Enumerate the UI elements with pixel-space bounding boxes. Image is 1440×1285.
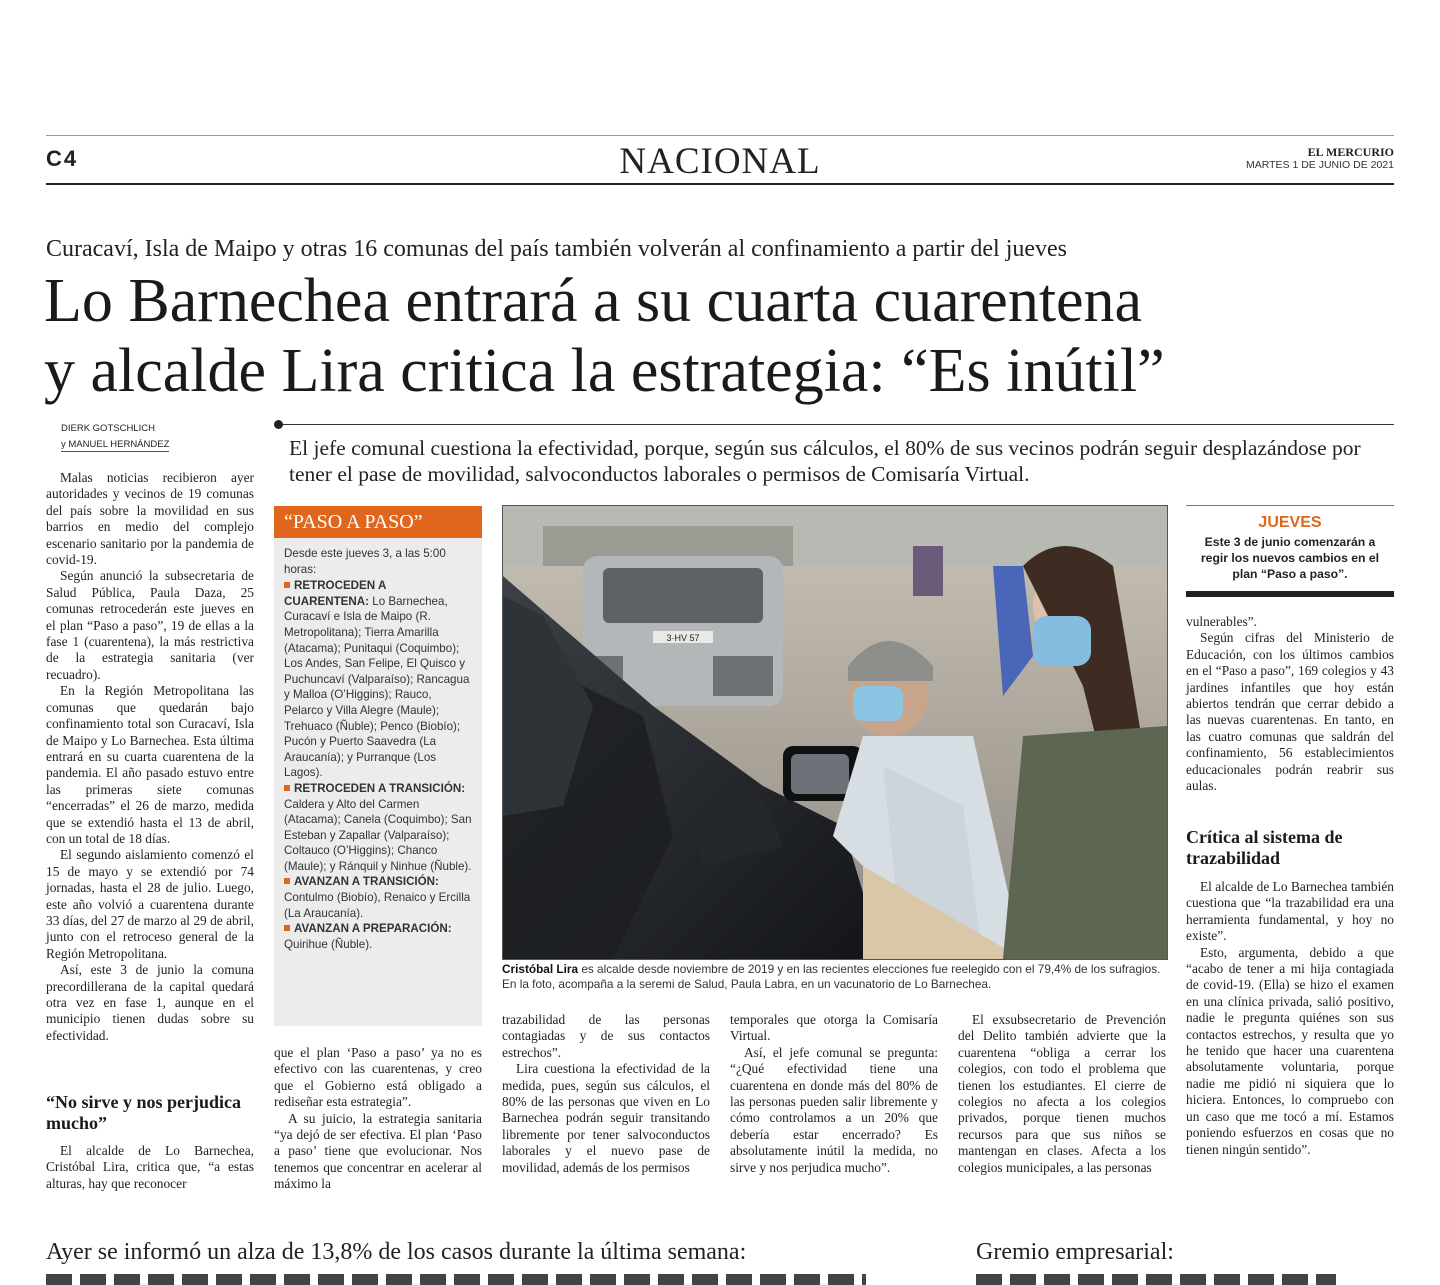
issue-date: MARTES 1 DE JUNIO DE 2021	[1245, 159, 1394, 171]
thursday-bottom-bar	[1186, 591, 1394, 597]
col1-subhead: “No sirve y nos perjudica mucho”	[46, 1092, 241, 1133]
paso-a-paso-body	[274, 538, 482, 952]
photo-illustration	[503, 506, 1167, 959]
lead-rule	[274, 424, 1394, 425]
thursday-top-rule	[1186, 505, 1394, 506]
headline-line-1: Lo Barnechea entrará a su cuarta cuarentena	[44, 267, 1143, 335]
column-3	[502, 1012, 710, 1176]
column-6	[1186, 614, 1394, 794]
col1-paragraph: En la Región Metropolitana las comunas que quedarán bajo confinamiento total son Curacaví, Isla de Maipo y Lo Barnechea. Esta última entrará en su cuarta cuarentena de la pandemia. El año pasado estuvo entre las primeras siete comunas “encerradas” el 26 de marzo, medida que se extendió hasta el 13 de abril, con un total de 18 días.	[46, 683, 254, 846]
top-thin-rule	[46, 135, 1394, 136]
col1-paragraph: Malas noticias recibieron ayer autoridades y vecinos de 19 comunas del país sobre la movilidad en sus barrios en medio del complejo escenario sanitario por la pandemia de covid-19.	[46, 470, 254, 568]
col1-paragraph: Según anunció la subsecretaria de Salud Pública, Paula Daza, 25 comunas retrocederán este jueves en el plan “Paso a paso”, 19 de ellas a la fase 1 (cuarentena), la más restrictiva de la estrategia sanitaria (ver recuadro).	[46, 568, 254, 682]
col2-paragraph: A su juicio, la estrategia sanitaria “ya dejó de ser efectiva. El plan ‘Paso a paso’ tiene que evolucionar. Nos tenemos que concentrar en acelerar al máximo la	[274, 1110, 482, 1192]
col4-paragraph: temporales que otorga la Comisaría Virtual.	[730, 1012, 938, 1044]
headline-line-2: y alcalde Lira critica la estrategia: “Es inútil”	[44, 337, 1165, 405]
masthead: EL MERCURIO	[1307, 145, 1394, 159]
col5-paragraph: El exsubsecretario de Prevención del Delito también advierte que la cuarentena “obliga a cerrar los colegios, con todo el problema que tienen los estudiantes. El cierre de colegios no afecta a los colegios privados, porque tienen muchos recursos para que sus niños se mantengan en clases. Afecta a los colegios municipales, a las personas	[958, 1012, 1166, 1175]
license-plate: 3·HV 57	[666, 633, 700, 643]
column-1	[46, 470, 254, 1044]
byline-1: DIERK GOTSCHLICH	[61, 423, 155, 434]
orange-bullet	[284, 785, 290, 791]
sidebar-group-label: AVANZAN A TRANSICIÓN:	[294, 875, 439, 889]
lead-dot	[274, 420, 283, 429]
col6-paragraph: vulnerables”.	[1186, 614, 1258, 629]
bottom-left-kicker: Ayer se informó un alza de 13,8% de los casos durante la última semana:	[46, 1239, 747, 1265]
bottom-right-headline-cut	[976, 1274, 1336, 1285]
sidebar-group-label: RETROCEDEN A CUARENTENA:	[284, 579, 386, 608]
sidebar-group	[284, 874, 472, 921]
column-2	[274, 1045, 482, 1193]
photo-caption	[502, 962, 1167, 993]
paso-a-paso-box	[274, 506, 482, 1026]
bottom-left-headline-cut	[46, 1274, 866, 1285]
thursday-title: JUEVES	[1258, 514, 1322, 531]
header-rule	[46, 183, 1394, 185]
kicker: Curacaví, Isla de Maipo y otras 16 comunas del país también volverán al confinamiento a partir del jueves	[46, 236, 1068, 262]
caption-text: es alcalde desde noviembre de 2019 y en las recientes elecciones fue reelegido con el 79,4% de los sufragios. En la foto, acompaña a la seremi de Salud, Paula Labra, en un vacunatorio de Lo Barnechea.	[502, 962, 1161, 992]
col1-end	[46, 1143, 254, 1192]
col6b-paragraph: Esto, argumenta, debido a que “acabo de tener a mi hija contagiada de covid-19. (Ella) se hizo el examen en una clínica privada, salió positivo, nadie le pregunta quiénes son sus contactos estrechos, y resulta que yo he tenido que hacer una cuarentena absolutamente voluntaria, porque nadie me pidió ni siquiera que lo hiciera. Entonces, lo compruebo con un caso que me tocó a mí. Estamos poniendo esfuerzos en cosas que no tienen ningún sentido”.	[1186, 944, 1394, 1157]
col6-paragraph: Según cifras del Ministerio de Educación, con los últimos cambios en el “Paso a paso”, 169 colegios y 43 jardines infantiles que hoy están abiertos tendrán que cerrar debido a las nuevas cuarentenas. En tanto, en las cuatro comunas que saldrán del confinamiento, 56 establecimientos educacionales podrán reabrir sus aulas.	[1186, 630, 1394, 794]
column-6b	[1186, 879, 1394, 1158]
col1-paragraph: Así, este 3 de junio la comuna precordillerana de la capital quedará otra vez en fase 1, aunque en el municipio tienen dudas sobre su efectividad.	[46, 962, 254, 1043]
orange-bullet	[284, 925, 290, 931]
sidebar-group-text: Lo Barnechea, Curacaví e Isla de Maipo (R. Metropolitana); Tierra Amarilla (Atacama); Punitaqui (Coquimbo); Los Andes, San Felipe, El Quisco y Puchuncaví (Valparaíso); Rancagua y Malloa (O’Higgins); Rauco, Pelarco y Villa Alegre (Maule); Trehuaco (Ñuble); Penco (Biobío); Pucón y Puerto Saavedra (La Araucanía); y Purranque (Los Lagos).	[284, 594, 470, 780]
paso-a-paso-title: “PASO A PASO”	[274, 506, 482, 538]
sidebar-group	[284, 781, 472, 875]
column-5	[958, 1012, 1166, 1176]
sidebar-group	[284, 578, 472, 781]
article-photo	[502, 505, 1168, 960]
page-number: C4	[46, 146, 79, 171]
col2-paragraph: que el plan ‘Paso a paso’ ya no es efectivo con las cuarentenas, y creo que el Gobierno está obligado a rediseñar esta estrategia”.	[274, 1045, 482, 1110]
sidebar-group-text: Contulmo (Biobío), Renaico y Ercilla (La Araucanía).	[284, 891, 471, 920]
section-title: NACIONAL	[619, 141, 821, 182]
byline-2: y MANUEL HERNÁNDEZ	[61, 439, 170, 450]
sidebar-group-text: Caldera y Alto del Carmen (Atacama); Canela (Coquimbo); San Esteban y Zapallar (Valparaíso); Coltauco (O’Higgins); Chanco (Maule); y Ránquil y Ninhue (Ñuble).	[284, 797, 472, 873]
col3-paragraph: trazabilidad de las personas contagiadas y de sus contactos estrechos”.	[502, 1012, 710, 1060]
column-4	[730, 1012, 938, 1176]
lead-paragraph: El jefe comunal cuestiona la efectividad, porque, según sus cálculos, el 80% de sus vecinos podrán seguir desplazándose por tener el pase de movilidad, salvoconductos laborales o permisos de Comisaría Virtual.	[289, 436, 1361, 486]
col1-end-paragraph: El alcalde de Lo Barnechea, Cristóbal Lira, critica que, “a estas alturas, hay que reconocer	[46, 1143, 254, 1191]
col6b-paragraph: El alcalde de Lo Barnechea también cuestiona que “la trazabilidad era una herramienta fundamental, y hoy no existe”.	[1186, 879, 1394, 944]
col1-paragraph: El segundo aislamiento comenzó el 15 de mayo y se extendió por 74 jornadas, hasta el 28 de julio. Luego, este año volvió a cuarentena durante 33 días, del 27 de marzo al 29 de abril, junto con el retroceso general de la Región Metropolitana.	[46, 847, 254, 961]
caption-name: Cristóbal Lira	[502, 962, 579, 976]
sidebar-group-label: AVANZAN A PREPARACIÓN:	[294, 922, 452, 936]
thursday-text: Este 3 de junio comenzarán a regir los nuevos cambios en el plan “Paso a paso”.	[1200, 535, 1380, 581]
sidebar-group-label: RETROCEDEN A TRANSICIÓN:	[294, 781, 466, 795]
orange-bullet	[284, 582, 290, 588]
orange-bullet	[284, 878, 290, 884]
col4-paragraph: Así, el jefe comunal se pregunta: “¿Qué efectividad tiene una cuarentena en donde más del 80% de las personas pueden salir libremente y cómo controlamos a un 20% que debería estar encerrado? Es absolutamente inútil la medida, no sirve y nos perjudica mucho”.	[730, 1044, 938, 1175]
sidebar-group-text: Quirihue (Ñuble).	[284, 937, 373, 951]
col3-paragraph: Lira cuestiona la efectividad de la medida, pues, según sus cálculos, el 80% de las personas que viven en Lo Barnechea podrán seguir transitando libremente por tener salvoconductos laborales y el nuevo pase de movilidad, además de los permisos	[502, 1061, 710, 1175]
bottom-right-kicker: Gremio empresarial:	[976, 1239, 1174, 1265]
col6-subhead: Crítica al sistema de trazabilidad	[1186, 827, 1343, 868]
sidebar-group	[284, 921, 472, 952]
sidebar-intro: Desde este jueves 3, a las 5:00 horas:	[284, 547, 446, 576]
